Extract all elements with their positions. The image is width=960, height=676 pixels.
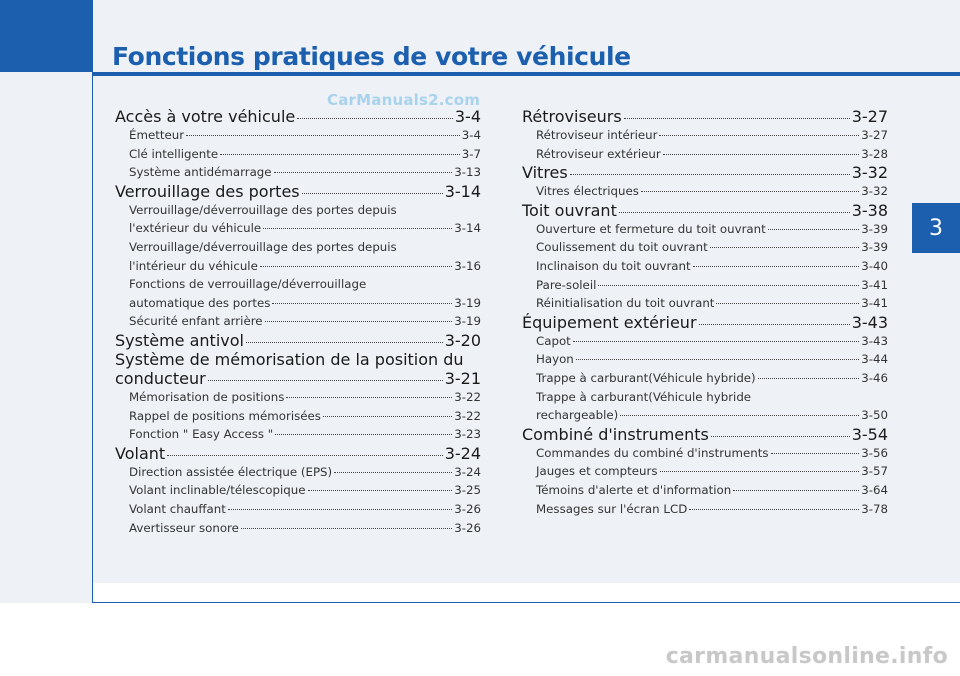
- toc-page-number: 3-56: [861, 445, 888, 460]
- dot-leader: [733, 490, 859, 491]
- toc-page-number: 3-24: [444, 443, 481, 463]
- toc-entry-label: Système antidémarrage: [129, 165, 272, 180]
- toc-entry-label: Vitres: [522, 163, 568, 183]
- toc-entry-label: Verrouillage des portes: [115, 181, 300, 201]
- toc-entry-label: Fonction " Easy Access ": [129, 427, 274, 442]
- toc-page-number: 3-41: [861, 296, 888, 311]
- dot-leader: [220, 154, 460, 155]
- dot-leader: [659, 135, 859, 136]
- toc-entry-label: Trappe à carburant(Véhicule hybride): [536, 370, 756, 385]
- toc-page-number: 3-26: [454, 520, 481, 535]
- toc-entry-label: Ouverture et fermeture du toit ouvrant: [536, 221, 766, 236]
- toc-entry-label: Hayon: [536, 352, 574, 367]
- toc-subentry[interactable]: [115, 257, 481, 276]
- toc-entry-label: Messages sur l'écran LCD: [536, 501, 688, 516]
- dot-leader: [570, 174, 850, 175]
- dot-leader: [246, 342, 443, 343]
- dot-leader: [265, 321, 453, 322]
- toc-entry-label: Verrouillage/déverrouillage des portes depuis: [129, 202, 397, 217]
- toc-page-number: 3-7: [461, 146, 481, 161]
- toc-entry-label: Mémorisation de positions: [129, 389, 285, 404]
- toc-entry-label: l'extérieur du véhicule: [129, 221, 262, 236]
- toc-page-number: 3-24: [454, 464, 481, 479]
- toc-page-number: 3-78: [861, 501, 888, 516]
- dot-leader: [208, 380, 443, 381]
- toc-page-number: 3-25: [454, 483, 481, 498]
- toc-entry-label: Sécurité enfant arrière: [129, 314, 263, 329]
- toc-page-number: 3-54: [851, 424, 888, 444]
- toc-subentry[interactable]: [522, 145, 888, 164]
- toc-entry-label: Capot: [536, 333, 571, 348]
- toc-entry-label: Volant: [115, 443, 166, 463]
- toc-entry-label: Rétroviseur extérieur: [536, 146, 661, 161]
- toc-section[interactable]: [522, 201, 888, 220]
- dot-leader: [620, 415, 859, 416]
- toc-section[interactable]: [115, 369, 481, 388]
- toc-subentry[interactable]: [522, 406, 888, 425]
- toc-subentry[interactable]: [522, 220, 888, 239]
- toc-entry-label: Rappel de positions mémorisées: [129, 408, 321, 423]
- toc-section: [115, 350, 481, 369]
- toc-page-number: 3-22: [454, 408, 481, 423]
- toc-entry-label: Trappe à carburant(Véhicule hybride: [536, 389, 752, 404]
- dot-leader: [228, 509, 452, 510]
- dot-leader: [275, 434, 452, 435]
- dot-leader: [598, 285, 859, 286]
- toc-page-number: 3-19: [454, 314, 481, 329]
- dot-leader: [167, 455, 443, 456]
- toc-subentry[interactable]: [115, 425, 481, 444]
- dot-leader: [576, 359, 859, 360]
- toc-section[interactable]: [522, 107, 888, 126]
- toc-subentry[interactable]: [522, 462, 888, 481]
- dot-leader: [711, 436, 850, 437]
- dot-leader: [758, 378, 860, 379]
- dot-leader: [302, 193, 443, 194]
- toc-entry-label: Toit ouvrant: [522, 200, 617, 220]
- dot-leader: [771, 453, 860, 454]
- toc-page-number: 3-21: [444, 368, 481, 388]
- dot-leader: [699, 324, 850, 325]
- toc-page-number: 3-41: [861, 277, 888, 292]
- toc-page-number: 3-20: [444, 330, 481, 350]
- toc-page-number: 3-19: [454, 295, 481, 310]
- toc-entry-label: Avertisseur sonore: [129, 520, 239, 535]
- toc-page-number: 3-44: [861, 352, 888, 367]
- dot-leader: [768, 229, 859, 230]
- watermark-top: CarManuals2.com: [327, 91, 481, 109]
- toc-entry-label: Clé intelligente: [129, 146, 219, 161]
- toc-page-number: 3-40: [861, 258, 888, 273]
- toc-subentry[interactable]: [115, 463, 481, 482]
- toc-subentry: [115, 275, 481, 294]
- toc-page-number: 3-43: [861, 333, 888, 348]
- toc-section[interactable]: [522, 313, 888, 332]
- toc-subentry[interactable]: [115, 312, 481, 331]
- toc-page-number: 3-38: [851, 200, 888, 220]
- toc-subentry[interactable]: [115, 481, 481, 500]
- toc-page-number: 3-39: [861, 240, 888, 255]
- toc-section[interactable]: [115, 182, 481, 201]
- dot-leader: [710, 247, 860, 248]
- left-margin-band: [0, 0, 93, 603]
- toc-page-number: 3-23: [454, 427, 481, 442]
- dot-leader: [660, 471, 860, 472]
- toc-entry-label: Équipement extérieur: [522, 312, 697, 332]
- toc-entry-label: Rétroviseurs: [522, 107, 622, 126]
- toc-left-column: [115, 107, 481, 537]
- toc-entry-label: conducteur: [115, 368, 206, 388]
- toc-subentry: [522, 388, 888, 407]
- toc-entry-label: automatique des portes: [129, 295, 271, 310]
- dot-leader: [334, 472, 452, 473]
- dot-leader: [663, 154, 859, 155]
- dot-leader: [619, 212, 850, 213]
- toc-page-number: 3-16: [454, 258, 481, 273]
- toc-subentry[interactable]: [115, 294, 481, 313]
- toc-page-number: 3-26: [454, 501, 481, 516]
- toc-subentry: [115, 238, 481, 257]
- dot-leader: [689, 509, 859, 510]
- toc-page-number: 3-64: [861, 482, 888, 497]
- toc-page-number: 3-46: [861, 370, 888, 385]
- toc-entry-label: Réinitialisation du toit ouvrant: [536, 296, 715, 311]
- toc-entry-label: Volant inclinable/télescopique: [129, 483, 306, 498]
- toc-entry-label: l'intérieur du véhicule: [129, 258, 258, 273]
- dot-leader: [716, 303, 859, 304]
- toc-entry-label: Combiné d'instruments: [522, 424, 709, 444]
- toc-entry-label: Vitres électriques: [536, 184, 639, 199]
- toc-subentry[interactable]: [522, 257, 888, 276]
- dot-leader: [286, 397, 452, 398]
- toc-entry-label: Rétroviseur intérieur: [536, 128, 658, 142]
- toc-subentry[interactable]: [115, 388, 481, 407]
- toc-subentry[interactable]: [115, 163, 481, 182]
- toc-subentry: [115, 201, 481, 220]
- toc-entry-label: Témoins d'alerte et d'information: [536, 482, 732, 497]
- dot-leader: [323, 416, 452, 417]
- toc-section[interactable]: [115, 331, 481, 350]
- toc-entry-label: Système de mémorisation de la position du: [115, 349, 464, 369]
- dot-leader: [693, 266, 860, 267]
- toc-subentry[interactable]: [522, 481, 888, 500]
- toc-entry-label: rechargeable): [536, 408, 619, 423]
- toc-section[interactable]: [522, 425, 888, 444]
- toc-page-number: 3-43: [851, 312, 888, 332]
- dot-leader: [186, 135, 460, 136]
- dot-leader: [641, 191, 859, 192]
- toc-entry-label: Direction assistée électrique (EPS): [129, 464, 333, 479]
- toc-page-number: 3-4: [454, 107, 481, 126]
- toc-right-column: [522, 107, 888, 518]
- toc-page-number: 3-28: [861, 146, 888, 161]
- toc-subentry[interactable]: [522, 294, 888, 313]
- toc-subentry[interactable]: [522, 238, 888, 257]
- chapter-tab[interactable]: 3: [912, 203, 960, 253]
- toc-section[interactable]: [115, 444, 481, 463]
- toc-entry-label: Émetteur: [129, 128, 185, 142]
- toc-entry-label: Inclinaison du toit ouvrant: [536, 258, 691, 273]
- toc-subentry[interactable]: [115, 407, 481, 426]
- toc-page-number: 3-32: [861, 184, 888, 199]
- toc-entry-label: Système antivol: [115, 330, 244, 350]
- toc-subentry[interactable]: [522, 182, 888, 201]
- dot-leader: [308, 490, 453, 491]
- toc-entry-label: Accès à votre véhicule: [115, 107, 296, 126]
- toc-subentry[interactable]: [115, 519, 481, 538]
- dot-leader: [260, 266, 452, 267]
- toc-entry-label: Volant chauffant: [129, 501, 226, 516]
- toc-entry-label: Fonctions de verrouillage/déverrouillage: [129, 277, 367, 292]
- toc-subentry[interactable]: [522, 500, 888, 519]
- toc-section[interactable]: [115, 107, 481, 126]
- dot-leader: [573, 341, 859, 342]
- bottom-rule: [92, 602, 960, 603]
- toc-page-number: 3-13: [454, 165, 481, 180]
- toc-page-number: 3-27: [851, 107, 888, 126]
- toc-subentry[interactable]: [115, 145, 481, 164]
- toc-page-number: 3-39: [861, 221, 888, 236]
- toc-subentry[interactable]: [115, 219, 481, 238]
- toc-subentry[interactable]: [115, 500, 481, 519]
- dot-leader: [297, 118, 453, 119]
- toc-entry-label: Jauges et compteurs: [536, 464, 658, 479]
- toc-page-number: 3-57: [861, 464, 888, 479]
- toc-page-number: 3-14: [444, 181, 481, 201]
- toc-subentry[interactable]: [115, 126, 481, 145]
- page-title: Fonctions pratiques de votre véhicule: [112, 42, 631, 71]
- corner-stripe: [0, 0, 92, 72]
- toc-subentry[interactable]: [522, 126, 888, 145]
- dot-leader: [263, 228, 452, 229]
- title-rule: [92, 72, 960, 76]
- dot-leader: [624, 118, 850, 119]
- toc-entry-label: Coulissement du toit ouvrant: [536, 240, 708, 255]
- watermark-bottom: carmanualsonline.info: [665, 644, 948, 669]
- toc-page-number: 3-22: [454, 389, 481, 404]
- toc-section[interactable]: [522, 163, 888, 182]
- toc-entry-label: Commandes du combiné d'instruments: [536, 445, 769, 460]
- toc-subentry[interactable]: [522, 332, 888, 351]
- toc-subentry[interactable]: [522, 444, 888, 463]
- toc-subentry[interactable]: [522, 369, 888, 388]
- dot-leader: [241, 528, 452, 529]
- toc-page-number: 3-27: [861, 128, 888, 142]
- toc-entry-label: Verrouillage/déverrouillage des portes depuis: [129, 239, 397, 254]
- toc-subentry[interactable]: [522, 276, 888, 295]
- dot-leader: [274, 172, 453, 173]
- toc-subentry[interactable]: [522, 350, 888, 369]
- toc-entry-label: Pare-soleil: [536, 277, 597, 292]
- toc-page-number: 3-32: [851, 163, 888, 183]
- toc-page-number: 3-50: [861, 408, 888, 423]
- dot-leader: [272, 303, 452, 304]
- toc-page-number: 3-14: [454, 221, 481, 236]
- toc-page-number: 3-4: [461, 128, 481, 142]
